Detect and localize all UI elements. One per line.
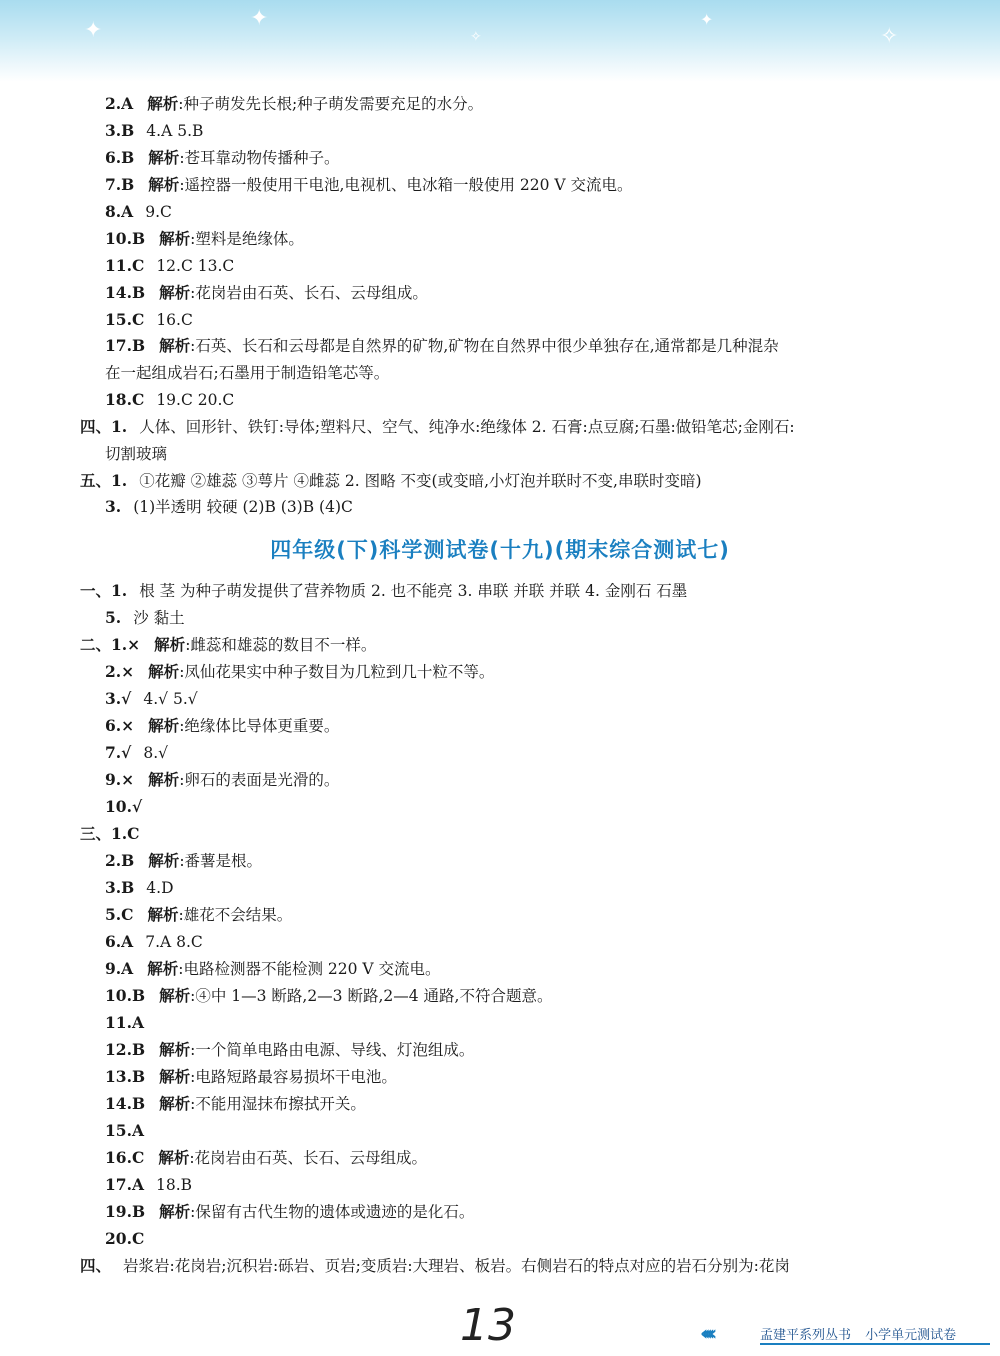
answer-line [105, 228, 304, 250]
answer-text: 16.C [156, 311, 193, 329]
answer-number: 2.B [105, 851, 135, 870]
explanation-label: 解析 [158, 1148, 190, 1167]
answer-line [105, 335, 779, 357]
answer-number: 7.√ [105, 743, 132, 762]
arrow-icon: ‹‹‹‹‹ [700, 1321, 712, 1345]
answer-line [105, 850, 262, 872]
answer-line [105, 1093, 366, 1115]
answer-text: 7.A 8.C [145, 933, 203, 951]
answer-text: :雄花不会结果。 [178, 906, 293, 924]
section-title: 四年级(下)科学测试卷(十九)(期末综合测试七) [270, 538, 730, 562]
answer-text: 19.C 20.C [156, 391, 235, 409]
answer-text: :凤仙花果实中种子数目为几粒到几十粒不等。 [179, 663, 495, 681]
answer-line [80, 580, 687, 602]
answer-number: 14.B [105, 1094, 146, 1113]
answer-number: 16.C [105, 1148, 145, 1167]
answer-text: :种子萌发先长根;种子萌发需要充足的水分。 [178, 95, 484, 113]
answer-number: 11.A [105, 1013, 144, 1032]
answer-line [105, 958, 441, 980]
explanation-label: 解析 [148, 175, 180, 194]
answer-number: 2.× [105, 662, 135, 681]
answer-line [105, 877, 174, 899]
sparkle-icon: ✦ [700, 10, 714, 29]
answer-text: :电路短路最容易损坏干电池。 [190, 1068, 397, 1086]
explanation-label: 解析 [159, 1202, 191, 1221]
explanation-label: 解析 [159, 336, 191, 355]
answer-number: 3.√ [105, 689, 132, 708]
answer-number: 19.B [105, 1202, 146, 1221]
answer-text: 4.√ 5.√ [143, 690, 198, 708]
answer-line [80, 470, 702, 492]
answer-number: 18.C [105, 390, 145, 409]
answer-line [105, 1120, 144, 1142]
explanation-label: 解析 [154, 635, 186, 654]
answer-text: 4.D [146, 879, 174, 897]
answer-line [105, 607, 185, 629]
answer-number: 15.C [105, 310, 145, 329]
answer-text: (1)半透明 较硬 (2)B (3)B (4)C [133, 498, 353, 516]
explanation-label: 解析 [148, 851, 180, 870]
answer-text: 人体、回形针、铁钉:导体;塑料尺、空气、纯净水:绝缘体 2. 石膏:点豆腐;石墨:做铅笔芯;金刚石: [139, 418, 795, 436]
answer-text: :花岗岩由石英、长石、云母组成。 [190, 284, 428, 302]
answer-number: 3.B [105, 121, 135, 140]
answer-line [105, 1228, 144, 1250]
answer-number: 10.B [105, 229, 146, 248]
answer-text: ①花瓣 ②雄蕊 ③萼片 ④雌蕊 2. 图略 不变(或变暗,小灯泡并联时不变,串联时变暗) [139, 472, 702, 490]
explanation-label: 解析 [147, 959, 179, 978]
answer-number: 三、1.C [80, 824, 140, 843]
answer-text: :绝缘体比导体更重要。 [179, 717, 340, 735]
answer-line [105, 1012, 144, 1034]
answer-text: 12.C 13.C [156, 257, 235, 275]
answer-text: 岩浆岩:花岗岩;沉积岩:砾岩、页岩;变质岩:大理岩、板岩。右侧岩石的特点对应的岩石分别为:花岗 [123, 1257, 790, 1275]
sparkle-icon: ✧ [880, 24, 899, 49]
answer-line [105, 389, 234, 411]
answer-text: 切割玻璃 [105, 445, 168, 463]
page-header-band [0, 0, 1000, 82]
answer-number: 9.× [105, 770, 135, 789]
answer-line [105, 201, 172, 223]
answer-line [105, 93, 483, 115]
answer-text: :遥控器一般使用干电池,电视机、电冰箱一般使用 220 V 交流电。 [179, 176, 633, 194]
answer-line [105, 661, 494, 683]
sparkle-icon: ✦ [84, 18, 103, 43]
answer-number: 6.B [105, 148, 135, 167]
answer-number: 3. [105, 497, 122, 516]
answer-text: 9.C [145, 203, 172, 221]
answer-text: 4.A 5.B [146, 122, 204, 140]
answer-text: :苍耳靠动物传播种子。 [179, 149, 340, 167]
footer-rule [760, 1343, 990, 1345]
answer-number: 10.B [105, 986, 146, 1005]
answer-text: :石英、长石和云母都是自然界的矿物,矿物在自然界中很少单独存在,通常都是几种混杂 [190, 337, 779, 355]
answer-number: 2.A [105, 94, 134, 113]
explanation-label: 解析 [159, 229, 191, 248]
answer-number: 12.B [105, 1040, 146, 1059]
answer-line [105, 796, 142, 818]
answer-number: 14.B [105, 283, 146, 302]
answer-line [105, 362, 389, 384]
answer-number: 11.C [105, 256, 145, 275]
explanation-label: 解析 [147, 905, 179, 924]
answer-text: :保留有古代生物的遗体或遗迹的是化石。 [190, 1203, 475, 1221]
answer-number: 5.C [105, 905, 134, 924]
answer-line [105, 1174, 192, 1196]
answer-number: 四、1. [80, 417, 128, 436]
explanation-label: 解析 [148, 770, 180, 789]
answer-line [105, 931, 203, 953]
sparkle-icon: ✦ [250, 6, 269, 31]
footer-book-name: 小学单元测试卷 [865, 1328, 957, 1343]
answer-line [105, 147, 340, 169]
answer-text: 在一起组成岩石;石墨用于制造铅笔芯等。 [105, 364, 390, 382]
answer-number: 17.A [105, 1175, 144, 1194]
answer-text: 根 茎 为种子萌发提供了营养物质 2. 也不能亮 3. 串联 并联 并联 4. 金刚石 石墨 [139, 582, 688, 600]
answer-text: :卵石的表面是光滑的。 [179, 771, 340, 789]
answer-number: 五、1. [80, 471, 128, 490]
answer-text: :④中 1—3 断路,2—3 断路,2—4 通路,不符合题意。 [190, 987, 553, 1005]
answer-line [105, 904, 292, 926]
answer-line [105, 1147, 427, 1169]
answer-text: :花岗岩由石英、长石、云母组成。 [189, 1149, 428, 1167]
answer-number: 10.√ [105, 797, 143, 816]
explanation-label: 解析 [159, 1040, 191, 1059]
answer-line [105, 255, 234, 277]
answer-text: :一个简单电路由电源、导线、灯泡组成。 [190, 1041, 475, 1059]
answer-line [80, 1255, 790, 1277]
explanation-label: 解析 [148, 716, 180, 735]
answer-line [105, 496, 353, 518]
answer-number: 8.A [105, 202, 134, 221]
answer-text: 18.B [156, 1176, 193, 1194]
answer-number: 3.B [105, 878, 135, 897]
page-number: 13 [460, 1300, 516, 1351]
answer-line [80, 823, 140, 845]
footer-series [760, 1324, 956, 1343]
footer-series-name: 孟建平系列丛书 [760, 1328, 852, 1343]
explanation-label: 解析 [159, 986, 191, 1005]
explanation-label: 解析 [159, 1094, 191, 1113]
explanation-label: 解析 [159, 1067, 191, 1086]
answer-line [105, 742, 168, 764]
answer-number: 5. [105, 608, 122, 627]
answer-number: 7.B [105, 175, 135, 194]
answer-text: :不能用湿抹布擦拭开关。 [190, 1095, 366, 1113]
answer-line [105, 282, 428, 304]
answer-text: 沙 黏土 [133, 609, 185, 627]
answer-number: 20.C [105, 1229, 145, 1248]
answer-line [80, 416, 795, 438]
answer-line [105, 688, 198, 710]
answer-number: 6.A [105, 932, 134, 951]
answer-number: 二、1.× [80, 635, 141, 654]
explanation-label: 解析 [148, 148, 180, 167]
answer-text: 8.√ [143, 744, 169, 762]
answer-line [105, 985, 552, 1007]
answer-text: :电路检测器不能检测 220 V 交流电。 [178, 960, 441, 978]
answer-line [80, 634, 376, 656]
answer-number: 四、 [80, 1256, 112, 1275]
answer-line [105, 120, 203, 142]
answer-line [105, 443, 167, 465]
answer-number: 15.A [105, 1121, 144, 1140]
answer-number: 13.B [105, 1067, 146, 1086]
answer-number: 6.× [105, 716, 135, 735]
answer-line [105, 1039, 474, 1061]
answer-line [105, 174, 633, 196]
answer-line [105, 309, 193, 331]
answer-number: 9.A [105, 959, 134, 978]
answer-line [105, 1066, 397, 1088]
answer-number: 一、1. [80, 581, 128, 600]
explanation-label: 解析 [147, 94, 179, 113]
answer-text: :塑料是绝缘体。 [190, 230, 304, 248]
sparkle-icon: ✧ [470, 29, 482, 45]
answer-line [105, 1201, 474, 1223]
explanation-label: 解析 [159, 283, 191, 302]
answer-text: :雌蕊和雄蕊的数目不一样。 [185, 636, 377, 654]
explanation-label: 解析 [148, 662, 180, 681]
answer-line [105, 715, 339, 737]
answer-line [105, 769, 339, 791]
answer-text: :番薯是根。 [179, 852, 263, 870]
answer-number: 17.B [105, 336, 146, 355]
